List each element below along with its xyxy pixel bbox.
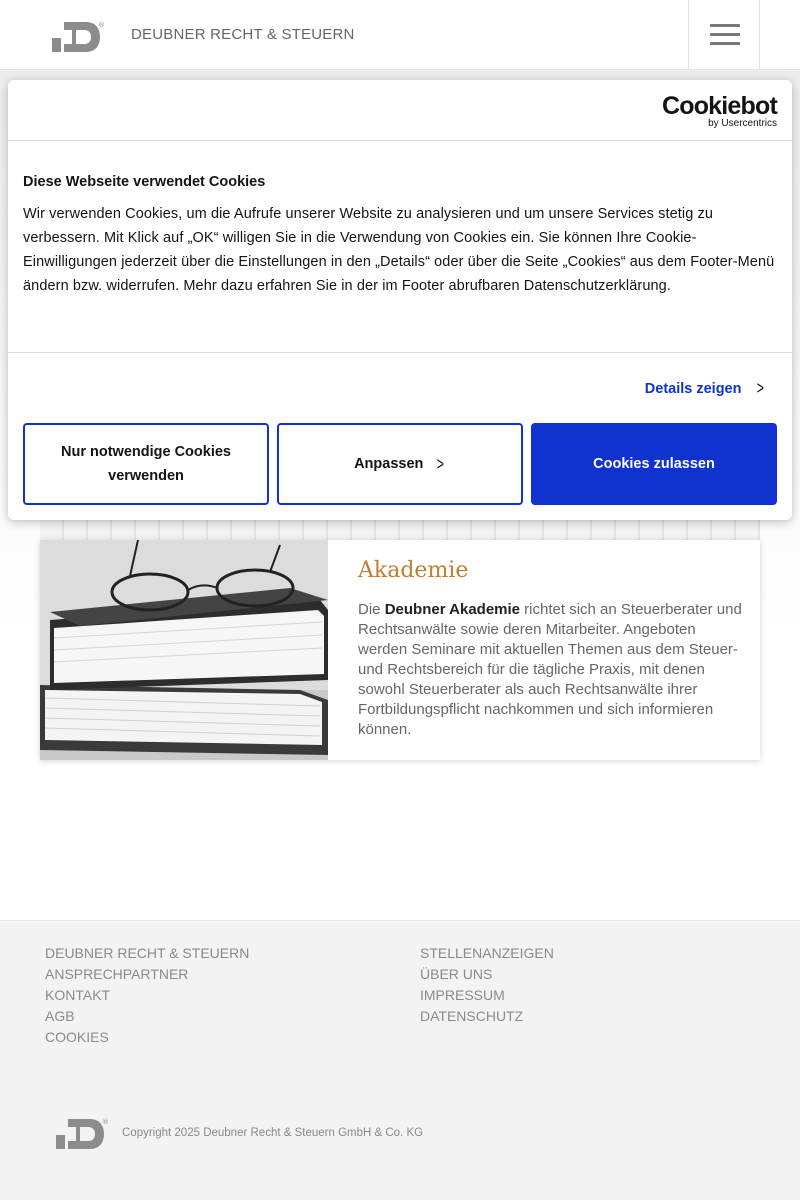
footer-col-1 xyxy=(45,943,249,1048)
cookie-description: Wir verwenden Cookies, um die Aufrufe unserer Website zu analysieren und um unsere Services stetig zu verbessern. Mit Klick auf „OK“ willigen Sie in die Verwendung von Cookies ein. Sie können Ihre Cookie-Einwilligungen jederzeit über die Einstellungen in den „Details“ oder über die Seite „Cookies“ aus dem Footer-Menü ändern bzw. widerrufen. Mehr dazu erfahren Sie in der im Footer abrufbaren Datenschutzerklärung. xyxy=(23,206,775,294)
cookiebot-logo-main: Cookiebot xyxy=(661,92,777,120)
card-title: Akademie xyxy=(358,558,469,583)
footer-link-ueber-uns[interactable]: ÜBER UNS xyxy=(420,966,493,982)
footer-link-deubner[interactable]: DEUBNER RECHT & STEUERN xyxy=(45,945,250,961)
card-text-prefix: Die xyxy=(358,601,385,618)
divider xyxy=(8,352,792,353)
cookiebot-logo-sub: by Usercentrics xyxy=(708,118,777,129)
copyright-text: Copyright 2025 Deubner Recht & Steuern GmbH & Co. KG xyxy=(122,1127,424,1139)
menu-bar xyxy=(710,42,740,45)
site-footer xyxy=(0,920,800,1200)
footer-link-stellenanzeigen[interactable]: STELLENANZEIGEN xyxy=(420,945,554,961)
necessary-cookies-label: Nur notwendige Cookies verwenden xyxy=(61,444,231,484)
brand-name: DEUBNER RECHT & STEUERN xyxy=(131,26,355,43)
chevron-right-icon: > xyxy=(436,454,445,474)
necessary-cookies-button[interactable] xyxy=(23,423,269,505)
allow-cookies-label: Cookies zulassen xyxy=(593,456,715,472)
card-description xyxy=(358,600,748,740)
akademie-card[interactable] xyxy=(40,540,760,760)
footer-link-ansprechpartner[interactable]: ANSPRECHPARTNER xyxy=(45,966,189,982)
customize-button[interactable] xyxy=(277,423,523,505)
footer-link-agb[interactable]: AGB xyxy=(45,1008,75,1024)
menu-bar xyxy=(710,24,740,27)
footer-link-datenschutz[interactable]: DATENSCHUTZ xyxy=(420,1008,524,1024)
footer-link-kontakt[interactable]: KONTAKT xyxy=(45,987,111,1003)
hamburger-menu-button[interactable] xyxy=(688,0,760,70)
menu-bar xyxy=(710,33,740,36)
ledger-image-strip xyxy=(40,520,760,540)
allow-cookies-button[interactable] xyxy=(531,423,777,505)
cookie-dialog-header xyxy=(8,80,792,141)
deubner-logo[interactable] xyxy=(50,18,106,56)
footer-deubner-logo[interactable] xyxy=(54,1115,110,1153)
footer-col-2 xyxy=(420,943,554,1027)
site-header xyxy=(0,0,800,70)
cookiebot-logo xyxy=(662,92,777,129)
svg-text:®: ® xyxy=(98,21,105,29)
card-text-rest: richtet sich an Steuerberater und Rechtsanwälte sowie deren Mitarbeiter. Angeboten werden Seminare mit aktuellen Themen aus dem Steuer- und Rechtsbereich für die tägliche Praxis, mit denen sowohl Steuerberater als auch Rechtsanwälte ihrer Fortbildungspflicht nachkommen und sich informieren können. xyxy=(358,601,742,738)
svg-text:®: ® xyxy=(102,1118,109,1126)
footer-link-cookies[interactable]: COOKIES xyxy=(45,1029,109,1045)
card-text-bold: Deubner Akademie xyxy=(384,601,521,618)
chevron-right-icon: > xyxy=(757,378,765,398)
customize-label: Anpassen xyxy=(354,456,424,472)
details-show-link[interactable] xyxy=(645,378,766,399)
books-glasses-image xyxy=(40,540,328,760)
cookie-title: Diese Webseite verwendet Cookies xyxy=(23,174,266,190)
cookie-consent-dialog xyxy=(8,80,792,520)
details-label: Details zeigen xyxy=(644,380,742,397)
footer-link-impressum[interactable]: IMPRESSUM xyxy=(420,987,505,1003)
